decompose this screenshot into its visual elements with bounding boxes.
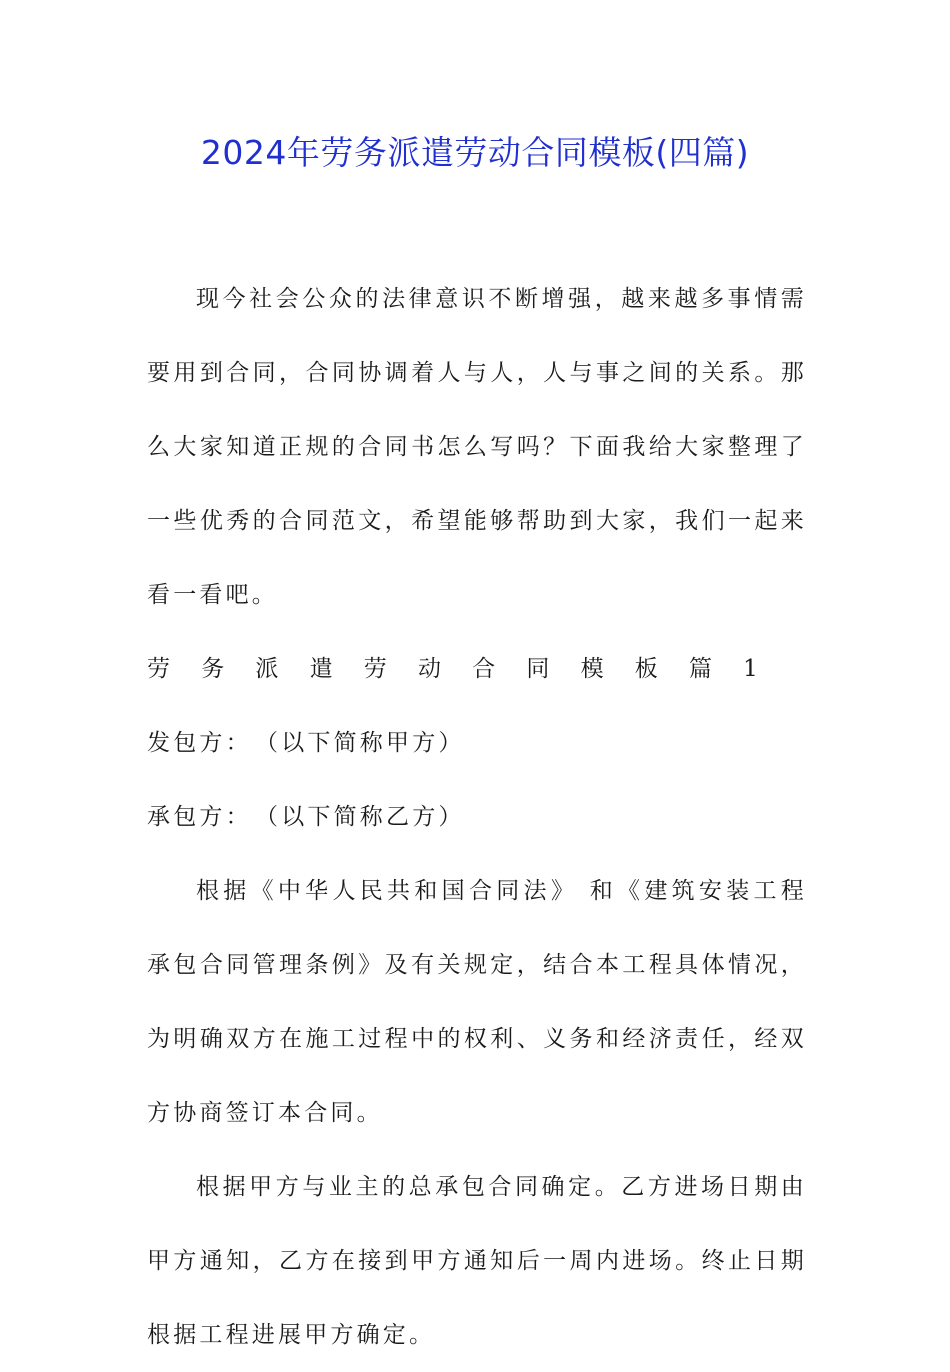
section-heading-line [147,632,807,780]
basis-paragraph: 根据《中华人民共和国合同法》 和《建筑安装工程承包合同管理条例》及有关规定，结合本工程具体情况，为明确双方在施工过程中的权利、义务和经济责任，经双方协商签订本合同。 [147,878,807,1126]
schedule-paragraph: 根据甲方与业主的总承包合同确定。乙方进场日期由甲方通知，乙方在接到甲方通知后一周内进场。终止日期根据工程进展甲方确定。 [147,1174,807,1348]
section-heading: 劳务派遣劳动合同模板篇1 [147,656,761,682]
document-title: 2024年劳务派遣劳动合同模板(四篇) [200,133,750,172]
party-b-line: 承包方： （以下简称乙方） [147,804,465,830]
document-body [147,262,807,1372]
intro-paragraph: 现今社会公众的法律意识不断增强，越来越多事情需要用到合同，合同协调着人与人，人与事之间的关系。那么大家知道正规的合同书怎么写吗？下面我给大家整理了一些优秀的合同范文，希望能够帮助到大家，我们一起来看一看吧。 [147,286,807,608]
party-a-line: 发包方： （以下简称甲方） [147,730,465,756]
